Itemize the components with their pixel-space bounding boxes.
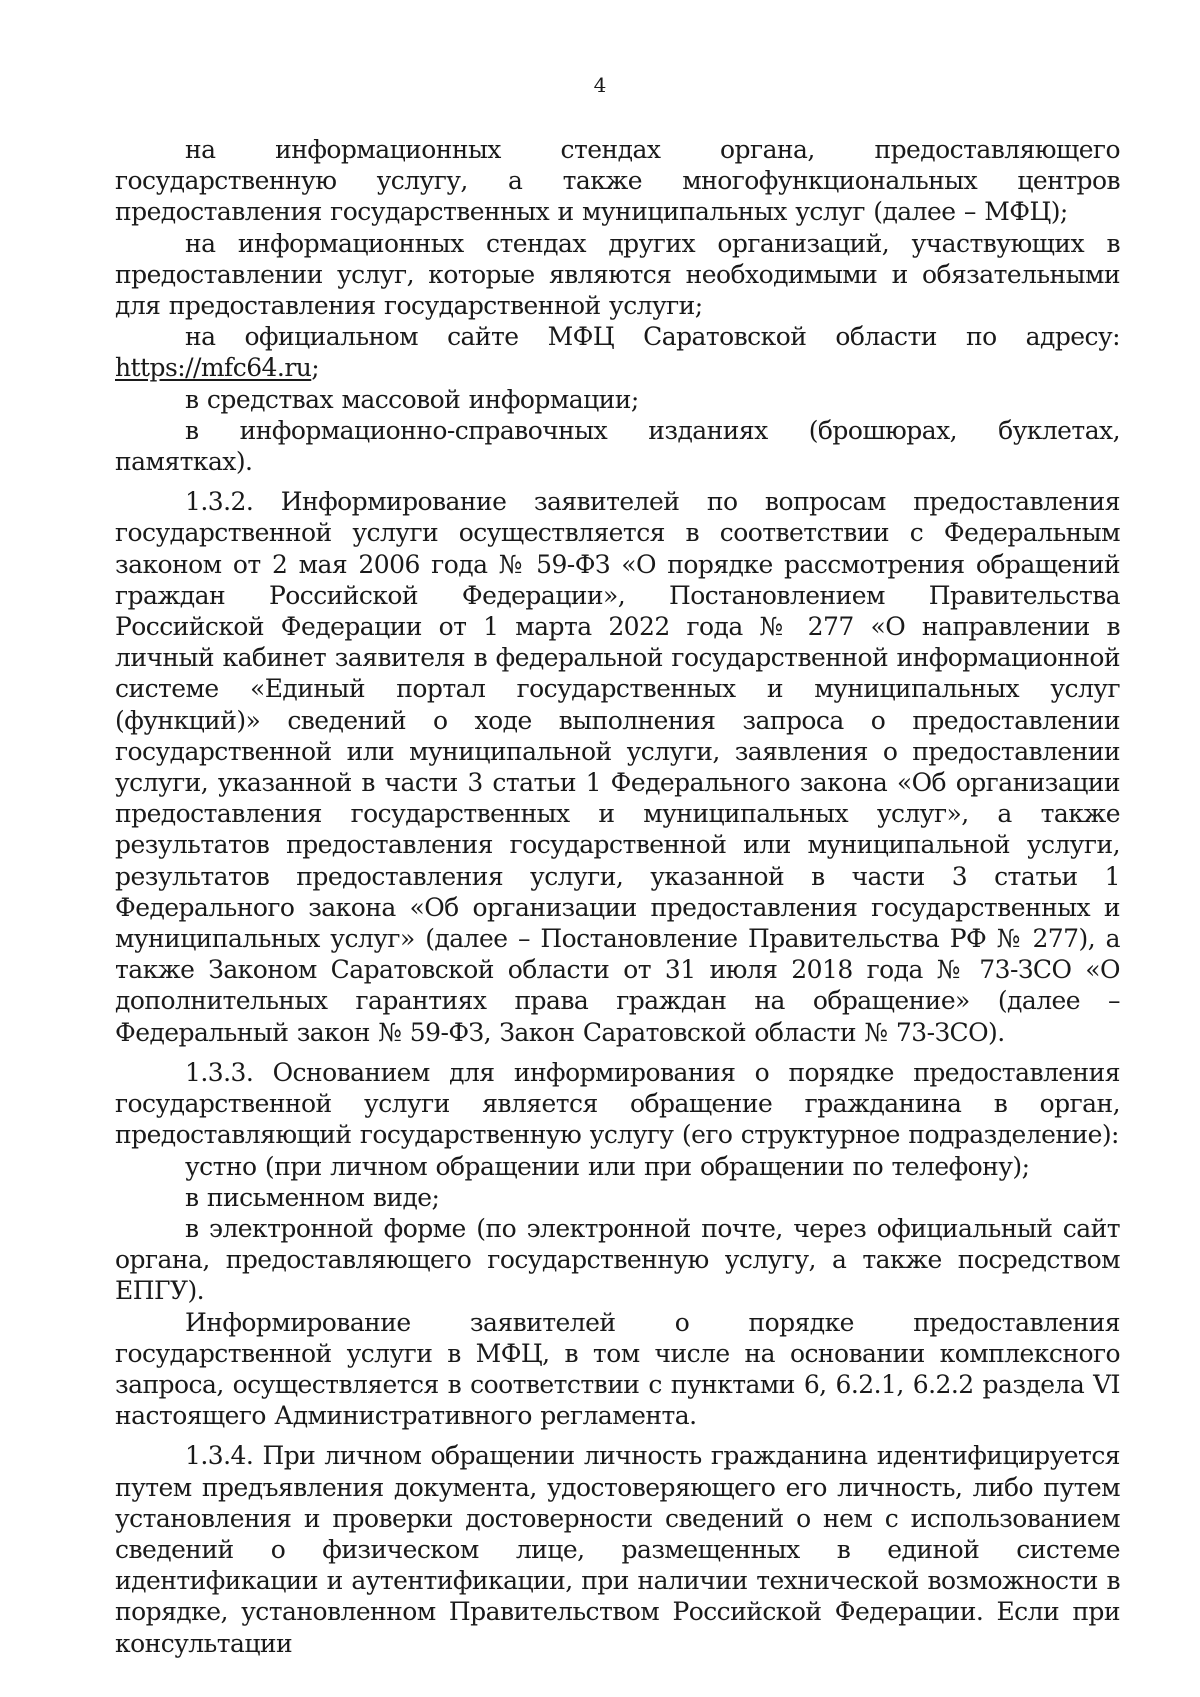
paragraph-info-stands-organ: на информационных стендах органа, предоставляющего государственную услугу, а также многофункциональных центров предоставления государственных и муниципальных услуг (далее – МФЦ); <box>115 135 1120 227</box>
paragraph-mfc-website <box>115 321 1120 383</box>
page-number: 4 <box>593 73 607 97</box>
mfc-website-text: на официальном сайте МФЦ Саратовской области по адресу: <box>185 322 1120 352</box>
mfc-website-punct: ; <box>311 353 320 383</box>
paragraph-info-stands-other: на информационных стендах других организаций, участвующих в предоставлении услуг, которые являются необходимыми и обязательными для предоставления государственной услуги; <box>115 228 1120 321</box>
paragraph-1-3-3: 1.3.3. Основанием для информирования о порядке предоставления государственной услуги является обращение гражданина в орган, предоставляющий государственную услугу (его структурное подразделение): <box>115 1057 1120 1150</box>
paragraph-written: в письменном виде; <box>185 1182 440 1212</box>
paragraph-1-3-4: 1.3.4. При личном обращении личность гражданина идентифицируется путем предъявления документа, удостоверяющего его личность, либо путем установления и проверки достоверности сведений о нем с использованием сведений о физическом лице, размещенных в единой системе идентификации и аутентификации, при наличии технической возможности в порядке, установленном Правительством Российской Федерации. Если при консультации <box>115 1441 1120 1658</box>
paragraph-electronic: в электронной форме (по электронной почте, через официальный сайт органа, предоставляющего государственную услугу, а также посредством ЕПГУ). <box>115 1213 1120 1306</box>
paragraph-reference-publications: в информационно-справочных изданиях (брошюрах, буклетах, памятках). <box>115 415 1120 477</box>
paragraph-mfc-informing: Информирование заявителей о порядке предоставления государственной услуги в МФЦ, в том числе на основании комплексного запроса, осуществляется в соответствии с пунктами 6, 6.2.1, 6.2.2 раздела VI настоящего Административного регламента. <box>115 1307 1120 1431</box>
paragraph-oral: устно (при личном обращении или при обращении по телефону); <box>185 1151 1030 1181</box>
document-body <box>115 134 1120 1659</box>
paragraph-mass-media: в средствах массовой информации; <box>185 384 639 414</box>
mfc-website-link[interactable]: https://mfc64.ru <box>115 353 312 383</box>
paragraph-1-3-2: 1.3.2. Информирование заявителей по вопросам предоставления государственной услуги осуществляется в соответствии с Федеральным законом от 2 мая 2006 года № 59-ФЗ «О порядке рассмотрения обращений граждан Российской Федерации», Постановлением Правительства Российской Федерации от 1 марта 2022 года № 277 «О направлении в личный кабинет заявителя в федеральной государственной информационной системе «Единый портал государственных и муниципальных услуг (функций)» сведений о ходе выполнения запроса о предоставлении государственной или муниципальной услуги, заявления о предоставлении услуги, указанной в части 3 статьи 1 Федерального закона «Об организации предоставления государственных и муниципальных услуг», а также результатов предоставления государственной или муниципальной услуги, результатов предоставления услуги, указанной в части 3 статьи 1 Федерального закона «Об организации предоставления государственных и муниципальных услуг» (далее – Постановление Правительства РФ № 277), а также Законом Саратовской области от 31 июля 2018 года № 73-ЗСО «О дополнительных гарантиях права граждан на обращение» (далее – Федеральный закон № 59-ФЗ, Закон Саратовской области № 73-ЗСО). <box>115 487 1120 1047</box>
